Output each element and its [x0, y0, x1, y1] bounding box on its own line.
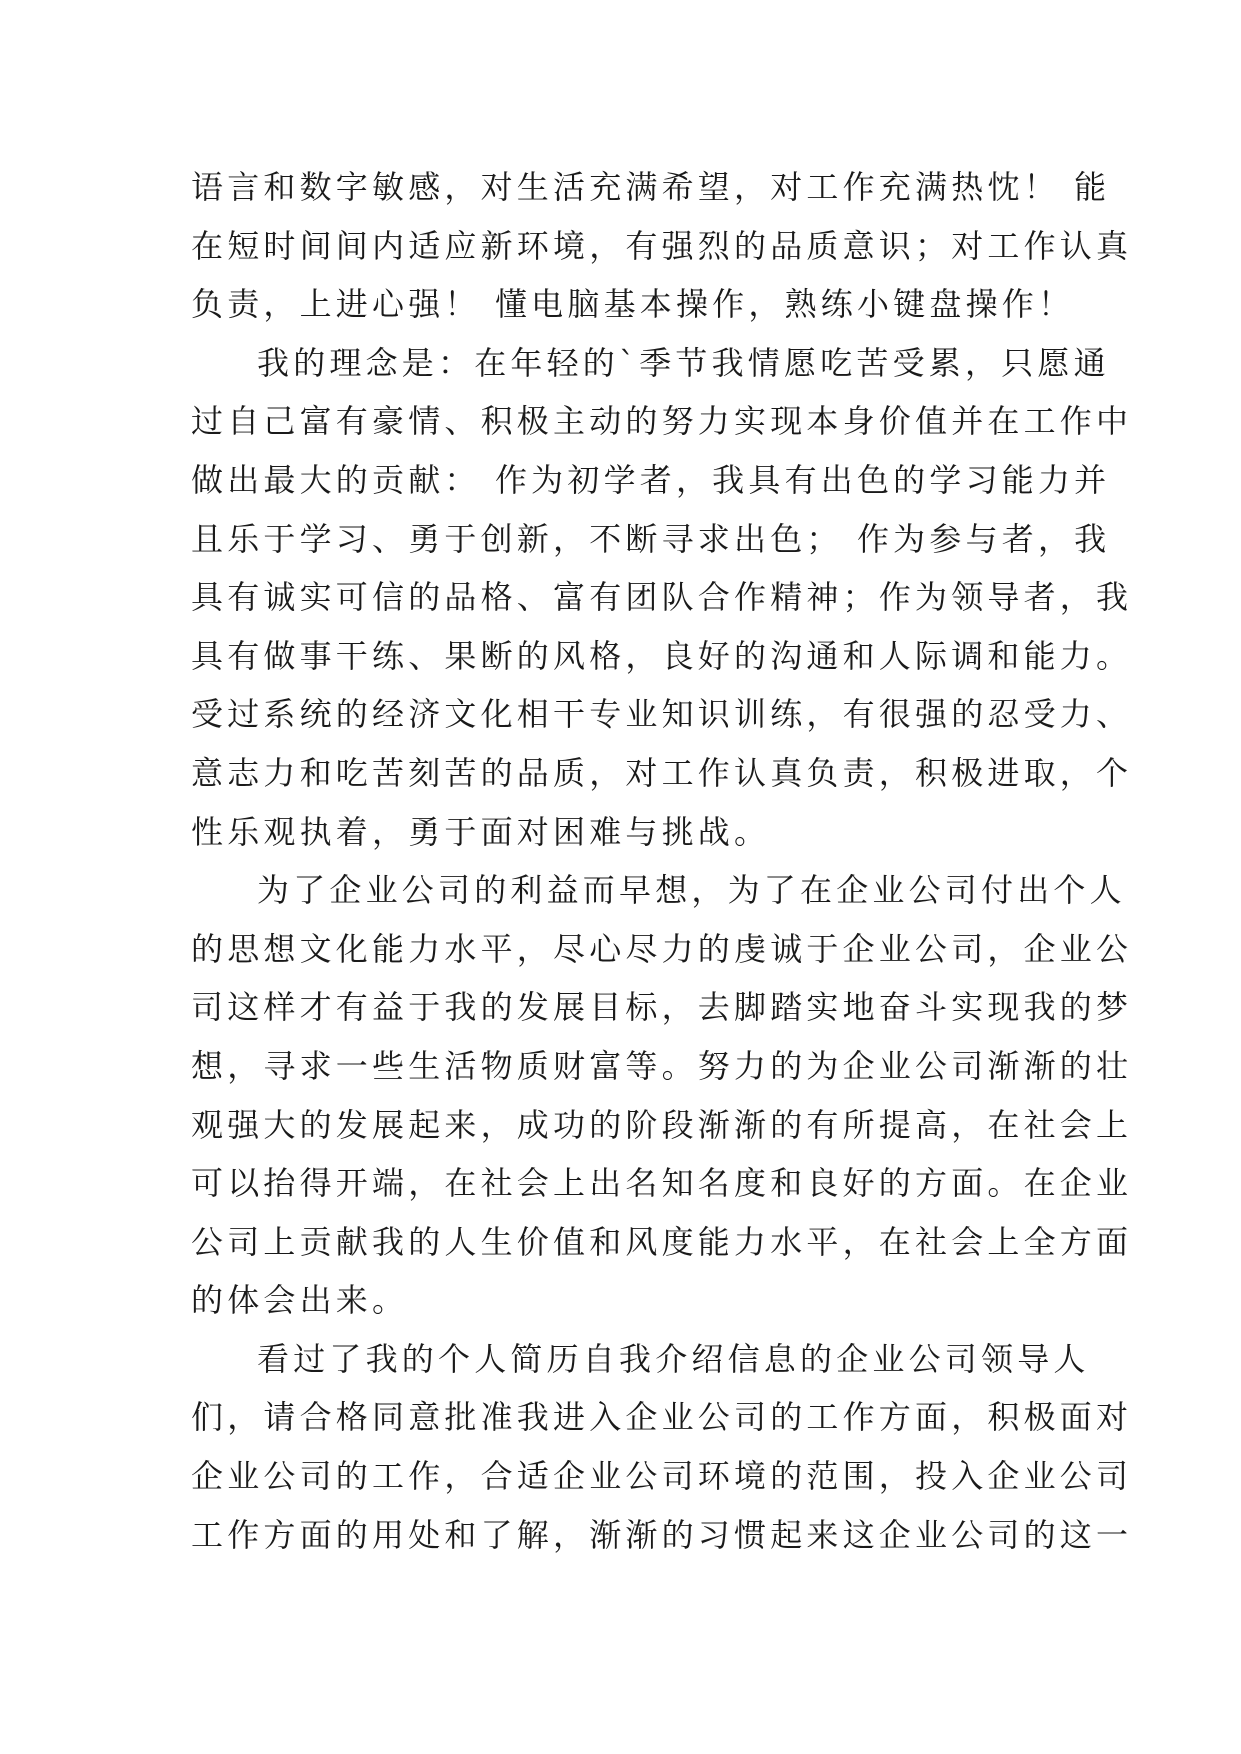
- text-line: 工作方面的用处和了解，渐渐的习惯起来这企业公司的这一: [191, 1515, 1133, 1554]
- text-line: 具有诚实可信的品格、富有团队合作精神；作为领导者，我: [191, 578, 1133, 617]
- document-body: [191, 158, 1133, 1564]
- text-line: 具有做事干练、果断的风格，良好的沟通和人际调和能力。: [191, 636, 1133, 675]
- text-line: 看过了我的个人简历自我介绍信息的企业公司领导人: [257, 1339, 1090, 1378]
- paragraph-1: [191, 158, 1133, 334]
- text-line: 受过系统的经济文化相干专业知识训练，有很强的忍受力、: [191, 695, 1133, 734]
- paragraph-4: [191, 1330, 1133, 1564]
- text-line: 可以抬得开端，在社会上出名知名度和良好的方面。在企业: [191, 1164, 1133, 1203]
- text-line: 性乐观执着，勇于面对困难与挑战。: [191, 812, 771, 851]
- text-line: 观强大的发展起来，成功的阶段渐渐的有所提高，在社会上: [191, 1105, 1133, 1144]
- text-line: 想，寻求一些生活物质财富等。努力的为企业公司渐渐的壮: [191, 1046, 1133, 1085]
- text-line: 为了企业公司的利益而早想，为了在企业公司付出个人: [257, 871, 1126, 910]
- text-line: 我的理念是：在年轻的`季节我情愿吃苦受累，只愿通: [257, 343, 1110, 382]
- paragraph-2: [191, 334, 1133, 861]
- text-line: 的体会出来。: [191, 1281, 409, 1320]
- text-line: 们，请合格同意批准我进入企业公司的工作方面，积极面对: [191, 1398, 1133, 1437]
- text-line: 过自己富有豪情、积极主动的努力实现本身价值并在工作中: [191, 402, 1133, 441]
- text-line: 的思想文化能力水平，尽心尽力的虔诚于企业公司，企业公: [191, 929, 1133, 968]
- text-line: 且乐于学习、勇于创新，不断寻求出色； 作为参与者，我: [191, 519, 1111, 558]
- text-line: 企业公司的工作，合适企业公司环境的范围，投入企业公司: [191, 1457, 1133, 1496]
- text-line: 在短时间间内适应新环境，有强烈的品质意识；对工作认真: [191, 226, 1133, 265]
- paragraph-3: [191, 861, 1133, 1330]
- text-line: 做出最大的贡献： 作为初学者，我具有出色的学习能力并: [191, 460, 1111, 499]
- text-line: 公司上贡献我的人生价值和风度能力水平，在社会上全方面: [191, 1222, 1133, 1261]
- text-line: 语言和数字敏感，对生活充满希望，对工作充满热忱！ 能: [191, 168, 1111, 206]
- text-line: 司这样才有益于我的发展目标，去脚踏实地奋斗实现我的梦: [191, 988, 1133, 1027]
- text-line: 意志力和吃苦刻苦的品质，对工作认真负责，积极进取，个: [191, 753, 1133, 792]
- text-line: 负责，上进心强！ 懂电脑基本操作，熟练小键盘操作！: [191, 285, 1075, 324]
